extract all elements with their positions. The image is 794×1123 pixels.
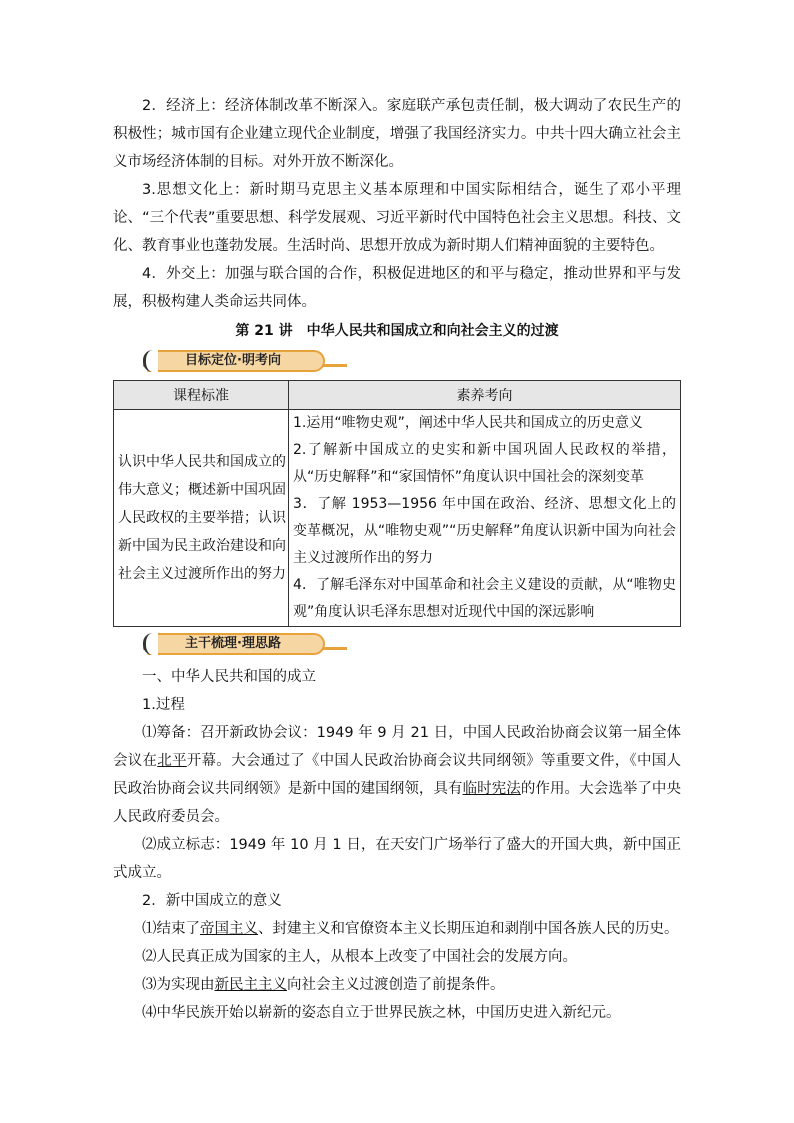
lesson-title: 第 21 讲 中华人民共和国成立和向社会主义的过渡 [235, 323, 559, 339]
paragraph-founding: ⑵成立标志：1949 年 10 月 1 日，在天安门广场举行了盛大的开国大典，新中国正式成立。 [113, 837, 681, 881]
literacy-item-4: 4．了解毛泽东对中国革命和社会主义建设的贡献，从“唯物史观”角度认识毛泽东思想对近现代中国的深远影响 [293, 577, 676, 620]
header-literacy-direction: 素养考向 [289, 381, 681, 410]
banner-label: 主干梳理·理思路 [147, 633, 325, 655]
underlined-term: 新民主主义 [214, 977, 287, 993]
paragraph-preparation [113, 719, 681, 831]
significance-item-2: ⑵人民真正成为国家的主人，从根本上改变了中国社会的发展方向。 [142, 949, 577, 965]
paragraph-diplomacy: 4．外交上：加强与联合国的合作，积极促进地区的和平与稳定，推动世界和平与发展，积极构建人类命运共同体。 [113, 266, 681, 310]
literacy-item-2: 2.了解新中国成立的史实和新中国巩固人民政权的举措，从“历史解释”和“家国情怀”角度认识中国社会的深刻变革 [293, 442, 676, 485]
text-run: ⑶为实现由 [142, 977, 215, 993]
subheading-process: 1.过程 [142, 697, 185, 713]
text-run: ⑴结束了 [142, 921, 200, 937]
section-banner-outline [113, 631, 681, 657]
literacy-item-3: 3．了解 1953—1956 年中国在政治、经济、思想文化上的变革概况，从“唯物史观”“历史解释”角度认识新中国为向社会主义过渡所作出的努力 [293, 496, 676, 566]
text-run: 向社会主义过渡创造了前提条件。 [287, 977, 505, 993]
underlined-term: 临时宪法 [462, 781, 521, 797]
header-curriculum-standard: 课程标准 [114, 381, 289, 410]
section-heading: 一、中华人民共和国的成立 [142, 669, 316, 685]
subheading-significance: 2．新中国成立的意义 [142, 893, 282, 909]
text-run: ⑴筹备：召开新政协会议：1949 年 9 月 21 日，中国人民政治协商会议第一届全体会议在 [113, 725, 681, 769]
significance-item-3 [113, 971, 681, 999]
text-run: 开幕。大会通过了《中国人民政治协商会议共同纲领》等重要文件，《中国人民政治协商会议共同纲领》是新中国的建国纲领，具有 [113, 753, 682, 797]
page-content [113, 92, 681, 1027]
paragraph-economy: 2．经济上：经济体制改革不断深入。家庭联产承包责任制，极大调动了农民生产的积极性；城市国有企业建立现代企业制度，增强了我国经济实力。中共十四大确立社会主义市场经济体制的目标。对外开放不断深化。 [113, 98, 681, 170]
significance-item-4: ⑷中华民族开始以崭新的姿态自立于世界民族之林，中国历史进入新纪元。 [142, 1005, 621, 1021]
text-run: 、封建主义和官僚资本主义长期压迫和剥削中国各族人民的历史。 [258, 921, 679, 937]
section-banner-goals [113, 348, 681, 374]
literacy-item-1: 1.运用“唯物史观”，阐述中华人民共和国成立的历史意义 [293, 415, 643, 431]
table-header-row [114, 381, 681, 410]
curriculum-standard-cell: 认识中华人民共和国成立的伟大意义；概述新中国巩固人民政权的主要举措；认识新中国为民主政治建设和向社会主义过渡所作出的努力 [114, 410, 289, 627]
text-run: 的作用。大会选举了中央人民政府委员会。 [113, 781, 682, 825]
paragraph-thought-culture: 3.思想文化上：新时期马克思主义基本原理和中国实际相结合，诞生了邓小平理论、“三个代表”重要思想、科学发展观、习近平新时代中国特色社会主义思想。科技、文化、教育事业也蓬勃发展。生活时尚、思想开放成为新时期人们精神面貌的主要特色。 [113, 182, 681, 254]
significance-item-1 [113, 915, 681, 943]
underlined-term: 北平 [157, 753, 187, 769]
table-row [114, 410, 681, 627]
banner-label: 目标定位·明考向 [147, 350, 325, 372]
curriculum-table [113, 380, 681, 627]
underlined-term: 帝国主义 [200, 921, 258, 937]
literacy-direction-cell [289, 410, 681, 627]
